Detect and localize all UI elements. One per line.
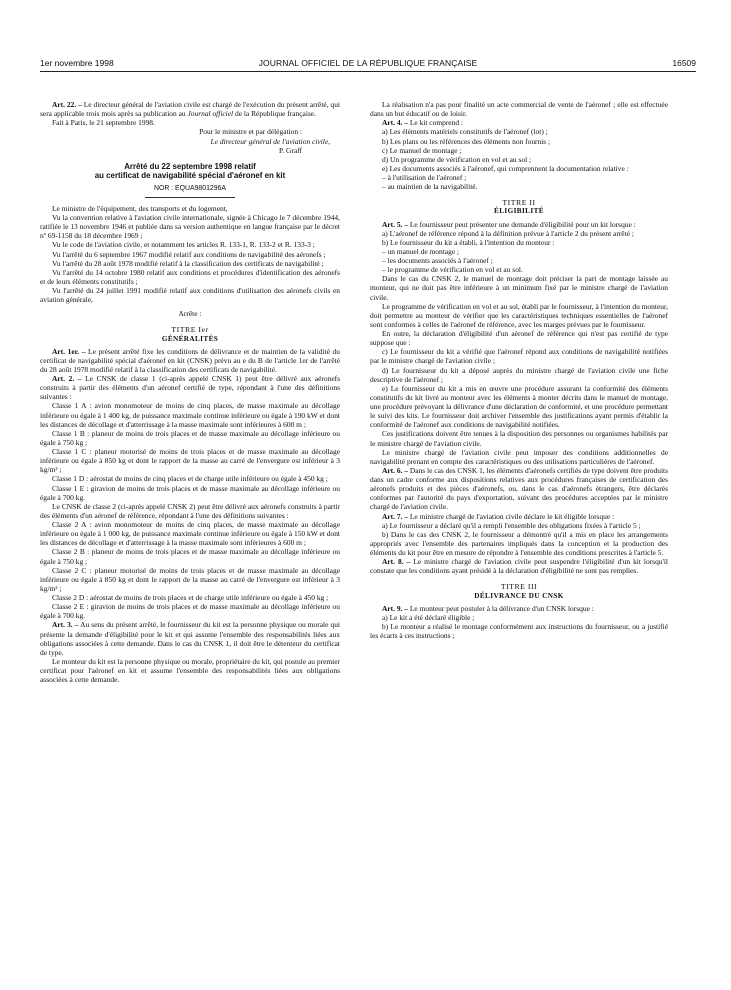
article-9-list [370, 613, 668, 640]
class-definition: Classe 1 C : planeur motorisé de moins de trois places et de masse maximale au décollage inférieure ou égale à 850 kg et dont le rapport de la masse au carré de l'envergure est inférieur à 3 kg/m² ; [40, 447, 340, 475]
list-item: – les documents associés à l'aéronef ; [382, 256, 493, 265]
list-item: b) Les plans ou les références des éléments non fournis ; [382, 136, 551, 146]
cnsk1-class-list [40, 401, 340, 501]
preamble-line: Vu la convention relative à l'aviation civile internationale, signée à Chicago le 7 décembre 1944, ratifiée le 13 novembre 1946 et publiée dans sa version authentique en langue française par le décret nº 69-1158 du 18 décembre 1969 ; [40, 213, 340, 241]
list-item: c) Le manuel de montage ; [382, 145, 462, 155]
nor-reference: NOR : EQUA9801296A [153, 184, 226, 192]
article-label: Art. 22. – [52, 100, 82, 109]
class-definition: Classe 1 D : aérostat de moins de cinq places et de charge utile inférieure ou égale à 450 kg ; [52, 474, 328, 484]
article-label: Art. 4. – [382, 118, 409, 128]
article-text: Le directeur général de l'aviation civile est chargé de l'exécution du présent arrêté, qui sera applicable trois mois après sa publication au [40, 100, 340, 119]
article-2 [40, 374, 340, 401]
preamble-line: Vu le code de l'aviation civile, et notamment les articles R. 133-1, R. 133-2 et R. 133-3 ; [52, 240, 315, 250]
fait-date: Fait à Paris, le 21 septembre 1998. [52, 118, 155, 128]
arrete-line: Arrête : [178, 309, 202, 319]
article-6 [370, 466, 668, 512]
page-header [40, 58, 696, 70]
preamble-line: Vu l'arrêté du 28 août 1978 modifié relatif à la classification des certificats de navigabilité ; [52, 258, 324, 268]
list-item: b) Le monteur a réalisé le montage conformément aux instructions du fournisseur, ou a justifié les écarts à ces instructions ; [370, 621, 668, 640]
article-label: Art. 1er. – [52, 346, 86, 356]
list-item: a) L'aéronef de référence répond à la définition prévue à l'article 2 du présent arrêté ; [382, 228, 634, 238]
article-5-paragraph: En outre, la déclaration d'éligibilité d'un aéronef de référence qui n'est pas certifié de type suppose que : [370, 329, 668, 348]
list-item: – le programme de vérification en vol et au sol. [382, 265, 523, 275]
article-5-paragraph: Dans le cas du CNSK 2, le manuel de montage doit préciser la part de montage laissée au monteur, qui ne doit pas être inférieure à un minimum fixé par le ministre chargé de l'aviation civile. [370, 274, 668, 302]
list-item: b) Le fournisseur du kit a établi, à l'intention du monteur : [382, 237, 555, 247]
article-3 [40, 620, 340, 657]
cnsk2-class-list [40, 520, 340, 620]
nor-rule [145, 197, 235, 198]
article-5-list [370, 229, 668, 275]
class-definition: Classe 2 A : avion monomoteur de moins de cinq places, de masse maximale au décollage inférieure ou égale à 1 000 kg, de puissance maximale continue inférieure ou égale à 150 kW et dont les distances de décollage et d'atterrissage à la masse maximale sont inférieures à 600 m ; [40, 520, 340, 548]
monteur-paragraph: Le monteur du kit est la personne physique ou morale, propriétaire du kit, qui postule au premier certificat pour l'aéronef en kit et assume l'ensemble des responsabilités liées aux obligations associées à cette demande. [40, 656, 340, 685]
decree-title-line-2: au certificat de navigabilité spécial d'aéronef en kit [94, 171, 286, 181]
article-label: Art. 6. – [382, 465, 409, 475]
left-column [40, 100, 340, 684]
header-date: 1er novembre 1998 [40, 58, 114, 68]
titre-2-subheading: ÉLIGIBILITÉ [494, 207, 544, 216]
preamble [40, 204, 340, 304]
decree-title-line-1: Arrêté du 22 septembre 1998 relatif [124, 161, 256, 171]
article-9 [370, 604, 668, 613]
article-5-paragraph: Ces justifications doivent être tenues à la disposition des personnes ou organismes habilités par le ministre chargé de l'aviation civile. [370, 429, 668, 448]
article-text: Le kit comprend : [408, 118, 463, 128]
titre-3-subheading: DÉLIVRANCE DU CNSK [474, 591, 564, 600]
titre-3-heading: TITRE III [500, 582, 538, 592]
list-item: c) Le fournisseur du kit a vérifié que l'aéronef répond aux conditions de navigabilité notifiées par le ministre chargé de l'aviation civile ; [370, 347, 668, 366]
article-7 [370, 512, 668, 521]
delegation-line: Pour le ministre et par délégation : [199, 127, 302, 137]
list-item: – un manuel de montage ; [382, 246, 460, 256]
header-journal-title: JOURNAL OFFICIEL DE LA RÉPUBLIQUE FRANÇAISE [258, 58, 478, 68]
titre-1-subheading: GÉNÉRALITÉS [161, 334, 219, 343]
article-text: Dans le cas des CNSK 1, les éléments d'aéronefs certifiés de type doivent être produits dans un cadre conforme aux dispositions relatives aux procédures françaises de certification des aéronefs produits et des pièces d'aéronefs, ou, dans le cas d'aéronefs étrangers, être déclarés conformes par l'autorité du pays d'exportation, suivant des procédures acceptées par le ministre chargé de l'aviation civile. [370, 465, 668, 512]
article-4-list [370, 127, 668, 191]
class-definition: Classe 1 A : avion monomoteur de moins de cinq places, de masse maximale au décollage inférieure ou égale à 1 400 kg, de puissance maximale continue inférieure ou égale à 190 kW et dont les distances de décollage et d'atterrissage à la masse maximale sont inférieures à 600 m ; [40, 401, 340, 429]
preamble-line: Vu l'arrêté du 24 juillet 1991 modifié relatif aux conditions d'utilisation des aéronefs civils en aviation générale, [40, 286, 340, 305]
article-label: Art. 8. – [382, 557, 411, 567]
class-definition: Classe 2 D : aérostat de moins de trois places et de charge utile inférieure ou égale à 450 kg ; [52, 593, 329, 602]
article-text: Au sens du présent arrêté, le fournisseur du kit est la personne physique ou morale qui présente la demande d'éligibilité pour le kit et qui assume l'ensemble des responsabilités liées aux obligations associées à cette demande. Dans le cas du CNSK 1, il doit être le détenteur du certificat de type. [40, 620, 340, 657]
article-label: Art. 9. – [382, 603, 409, 613]
list-item: b) Dans le cas des CNSK 2, le fournisseur a démontré qu'il a mis en place les arrangements appropriés avec l'ensemble des partenaires impliqués dans la conception et la production des éléments du kit pour être en mesure de répondre à l'ensemble des conditions prescrites à l'article 5. [370, 529, 668, 557]
titre-1-heading: TITRE Ier [171, 325, 209, 335]
realisation-paragraph: La réalisation n'a pas pour finalité un acte commercial de vente de l'aéronef ; elle est effectuée dans un but éducatif ou de loisir. [370, 100, 668, 119]
list-item: d) Un programme de vérification en vol et au sol ; [382, 154, 532, 164]
header-rule [40, 71, 696, 72]
article-label: Art. 7. – [382, 511, 409, 521]
signature-name: P. Graff [279, 145, 302, 155]
article-text: de la République française. [233, 109, 316, 119]
article-text: Le ministre chargé de l'aviation civile déclare le kit éligible lorsque : [408, 511, 615, 521]
preamble-line: Vu l'arrêté du 14 octobre 1980 relatif aux conditions et procédures d'identification des aéronefs et de leurs éléments constitutifs ; [40, 267, 340, 286]
article-4 [370, 118, 668, 127]
right-column [370, 100, 668, 640]
list-item: a) Le kit a été déclaré éligible ; [382, 612, 475, 622]
journal-name: Journal officiel [187, 109, 234, 119]
titre-2-heading: TITRE II [502, 198, 536, 208]
directeur-line: Le directeur général de l'aviation civile, [210, 136, 330, 146]
article-text: Le présent arrêté fixe les conditions de délivrance et de maintien de la validité du certificat de navigabilité spécial d'aéronef en kit (CNSK) prévu au e du B de l'article 1er de l'arrêté du 28 août 1978 modifié relatif à la classification des certificats de navigabilité. [40, 346, 340, 374]
article-5 [370, 220, 668, 229]
class-definition: Classe 1 E : giravion de moins de trois places et de masse maximale au décollage inférieure ou égale à 700 kg. [40, 483, 340, 502]
article-label: Art. 2. – [52, 374, 82, 383]
article-text: Le fournisseur peut présenter une demande d'éligibilité pour un kit lorsque : [408, 219, 636, 229]
class-definition: Classe 2 E : giravion de moins de trois places et de masse maximale au décollage inférieure ou égale à 700 kg. [40, 602, 340, 621]
article-5-paragraph: Le programme de vérification en vol et au sol, établi par le fournisseur, à l'intention du monteur, doit permettre au monteur de vérifier que les caractéristiques techniques essentielles de l'aéronef sont conformes à celles de l'aéronef de référence, avec les marges prévues par le fournisseur. [370, 301, 668, 329]
article-label: Art. 3. – [52, 620, 79, 630]
list-item: a) Le fournisseur a déclaré qu'il a rempli l'ensemble des obligations fixées à l'article 5 ; [382, 520, 641, 530]
article-text: Le CNSK de classe 1 (ci-après appelé CNSK 1) peut être délivré aux aéronefs construits à partir des éléments d'un aéronef certifié de type, répondant à l'une des définitions suivantes : [40, 374, 340, 402]
cnsk2-paragraph: Le CNSK de classe 2 (ci-après appelé CNSK 2) peut être délivré aux aéronefs construits à partir des éléments d'un aéronef de référence, répondant à l'une des définitions suivantes : [40, 501, 340, 520]
article-text: Le ministre chargé de l'aviation civile peut suspendre l'éligibilité d'un kit lorsqu'il constate que les conditions ayant présidé à la déclaration d'éligibilité ne sont pas remplies. [370, 557, 668, 576]
list-item: a) Les éléments matériels constitutifs de l'aéronef (lot) ; [382, 127, 548, 137]
list-item: d) Le fournisseur du kit a déposé auprès du ministre chargé de l'aviation civile une fiche descriptive de l'aéronef ; [370, 365, 668, 384]
preamble-line: Le ministre de l'équipement, des transports et du logement, [52, 203, 228, 213]
article-1 [40, 347, 340, 374]
article-22 [40, 100, 340, 118]
list-item: e) Les documents associés à l'aéronef, qui comprennent la documentation relative : [382, 163, 629, 173]
article-8 [370, 557, 668, 575]
list-item: – au maintien de la navigabilité. [382, 182, 478, 192]
article-7-list [370, 521, 668, 558]
article-label: Art. 5. – [382, 219, 409, 229]
preamble-line: Vu l'arrêté du 6 septembre 1967 modifié relatif aux conditions de navigabilité des aéronefs ; [52, 249, 326, 259]
class-definition: Classe 1 B : planeur de moins de trois places et de masse maximale au décollage inférieure ou égale à 750 kg ; [40, 428, 340, 447]
article-5-paragraph: Le ministre chargé de l'aviation civile peut imposer des conditions additionnelles de navigabilité prenant en compte des caractéristiques ou des utilisations particulières de l'aéronef. [370, 447, 668, 466]
article-text: Le monteur peut postuler à la délivrance d'un CNSK lorsque : [408, 603, 594, 613]
decree-title [40, 162, 340, 181]
list-item: e) Le fournisseur du kit a mis en œuvre une procédure assurant la conformité des éléments constitutifs du kit livré au monteur avec les éléments à monter décrits dans le manuel de montage, une procédure prévoyant la délivrance d'une déclaration de conformité, et une procédure permettant le suivi des kits. Le fournisseur doit archiver l'ensemble des justifications ayant permis d'établir la conformité de l'aéronef aux conditions de navigabilité notifiées. [370, 383, 668, 430]
list-item: – à l'utilisation de l'aéronef ; [382, 173, 467, 182]
class-definition: Classe 2 B : planeur de moins de trois places et de masse maximale au décollage inférieure ou égale à 750 kg ; [40, 547, 340, 566]
header-page-number: 16509 [672, 58, 696, 68]
class-definition: Classe 2 C : planeur motorisé de moins de trois places et de masse maximale au décollage inférieure ou égale à 850 kg et dont le rapport de la masse au carré de l'envergure est inférieur à 3 kg/m² ; [40, 565, 340, 593]
article-5-list-2 [370, 347, 668, 429]
